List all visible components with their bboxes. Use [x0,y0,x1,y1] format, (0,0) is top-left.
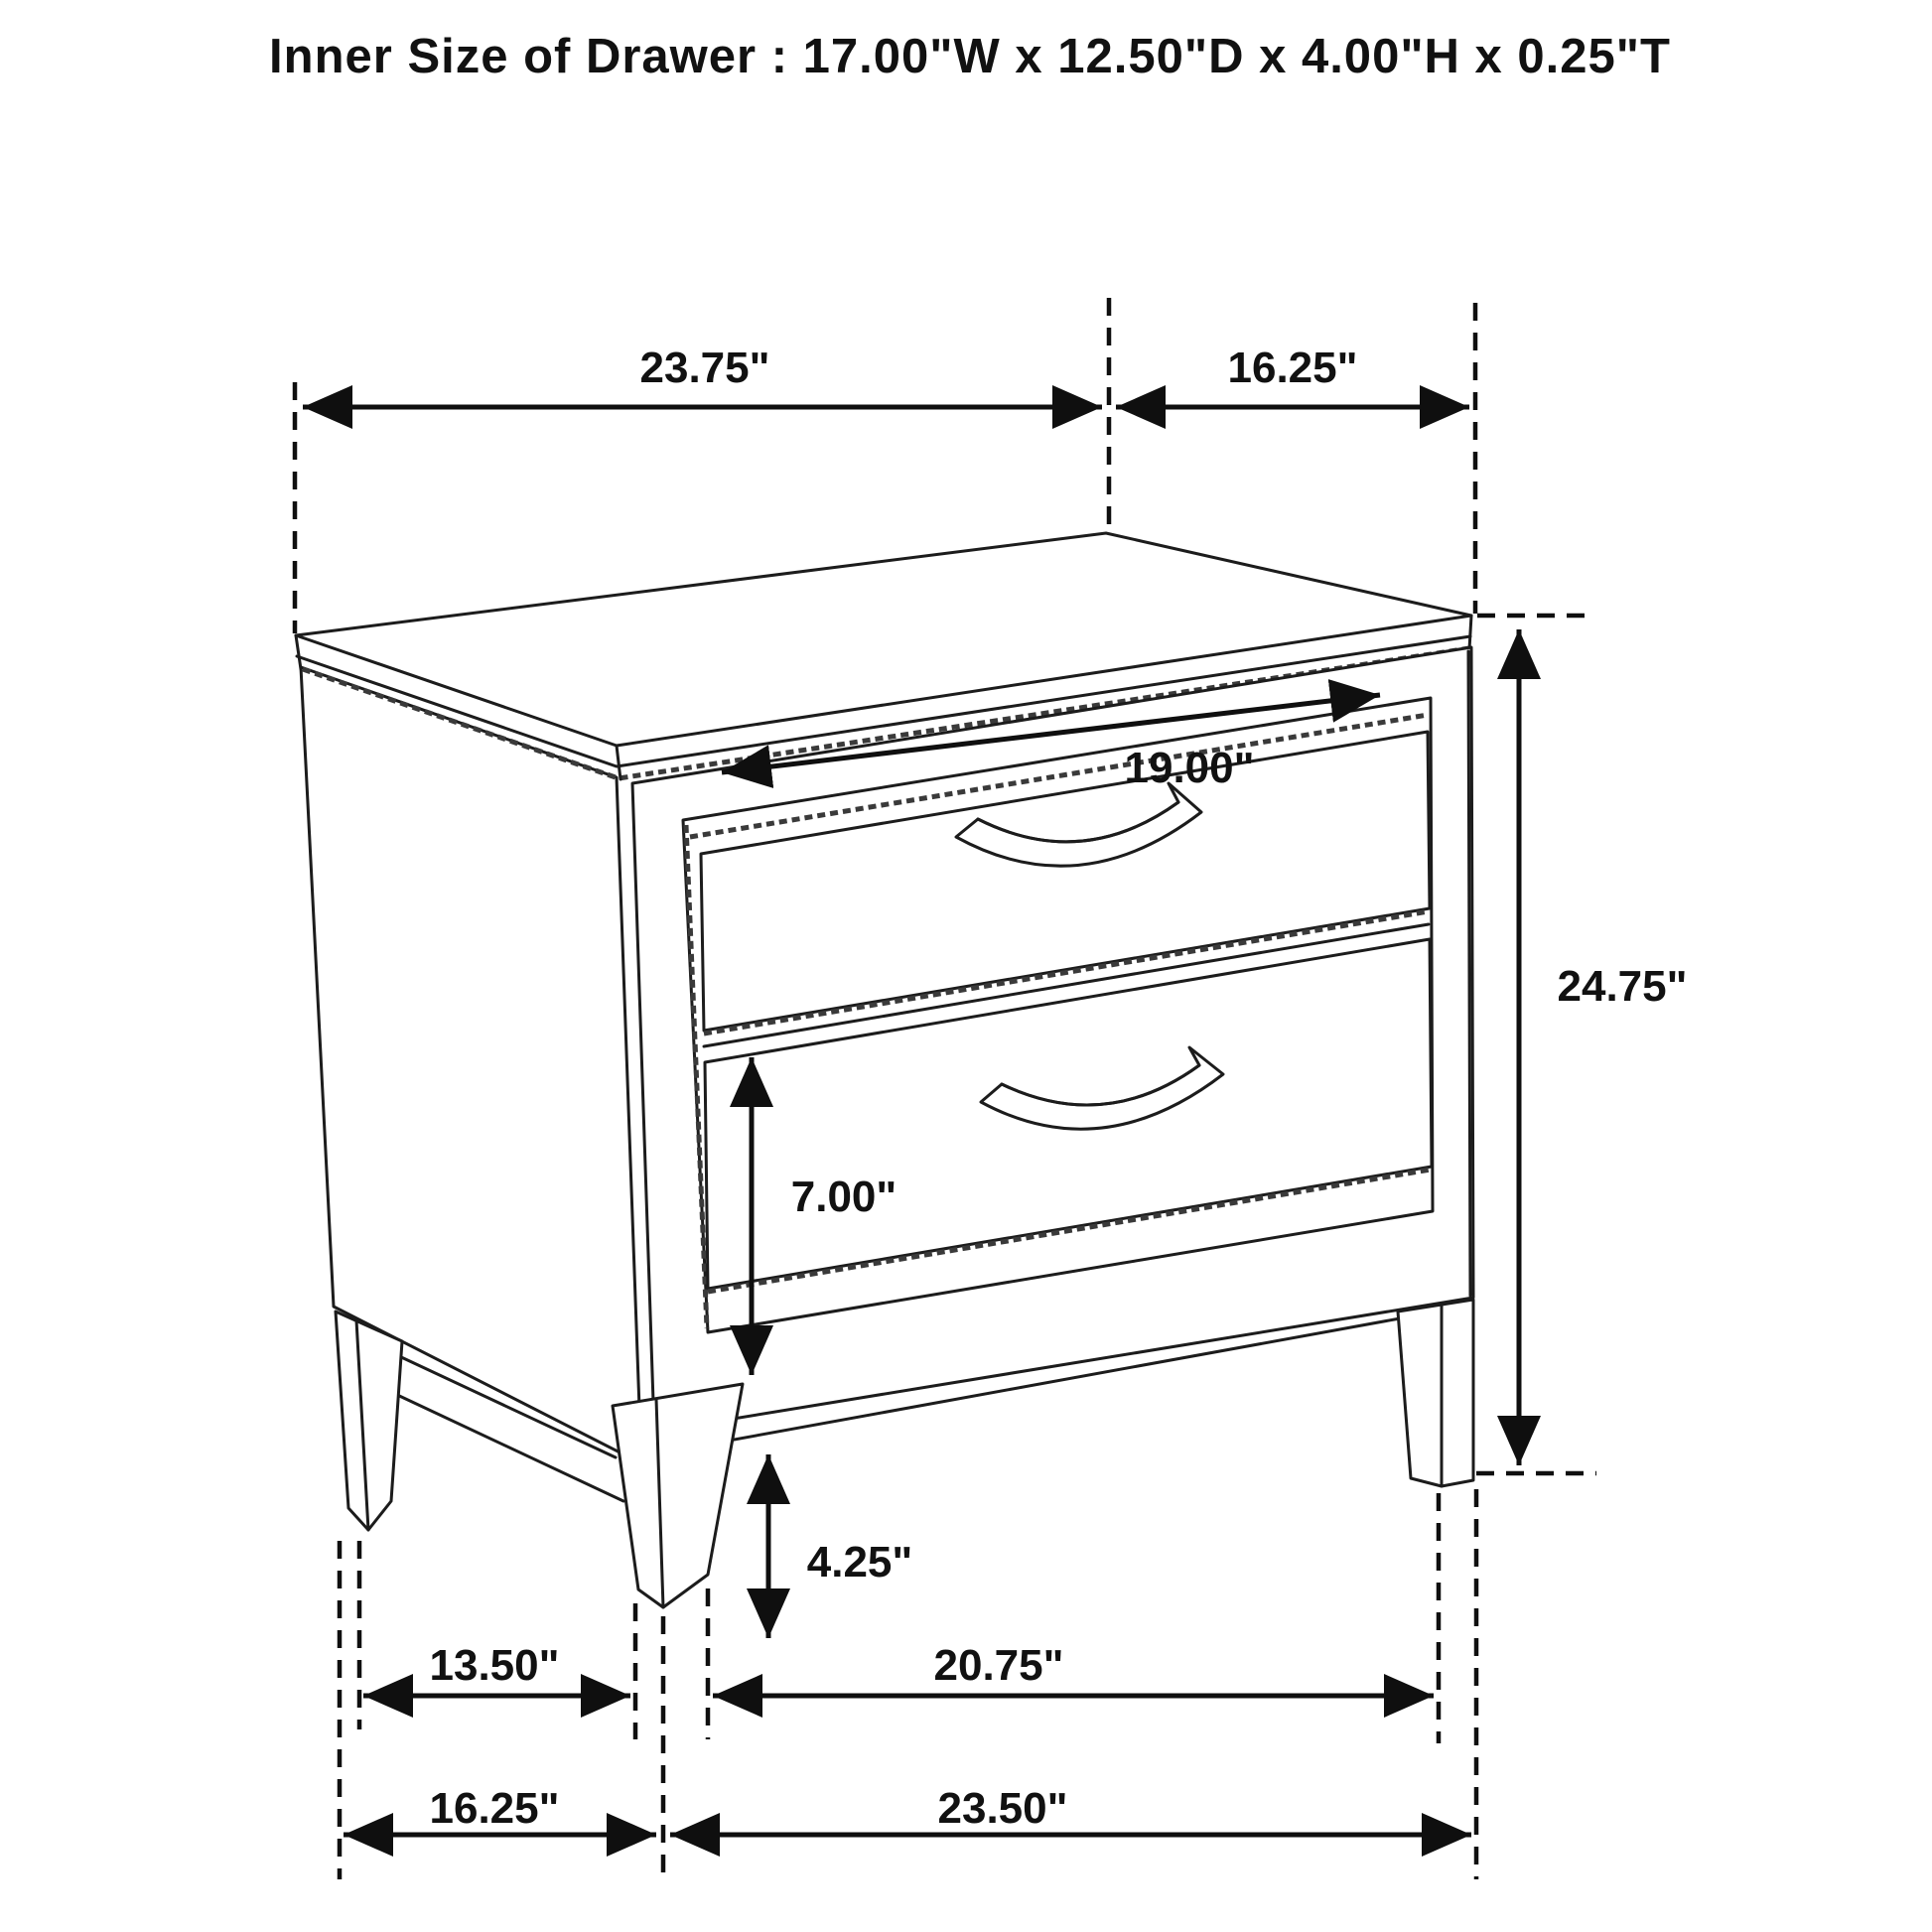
dim-label-top-depth: 16.25" [1227,344,1358,392]
dim-label-base-width: 23.50" [937,1784,1068,1833]
front-right-leg [1398,1300,1473,1486]
dim-label-base-depth: 16.25" [429,1784,560,1833]
dim-label-leg-span-front: 20.75" [933,1641,1064,1690]
dim-label-leg-height: 4.25" [806,1538,913,1587]
dim-label-drawer-width: 19.00" [1124,744,1255,792]
dim-label-top-width: 23.75" [639,344,770,392]
dim-label-overall-height: 24.75" [1557,962,1688,1011]
right-edge-line [1468,651,1470,1296]
diagram-title: Inner Size of Drawer : 17.00"W x 12.50"D x 4.00"H x 0.25"T [269,30,1671,83]
top-corner-tick [1469,616,1471,649]
dim-label-drawer-height: 7.00" [790,1173,897,1221]
dim-label-leg-span-side: 13.50" [429,1641,560,1690]
